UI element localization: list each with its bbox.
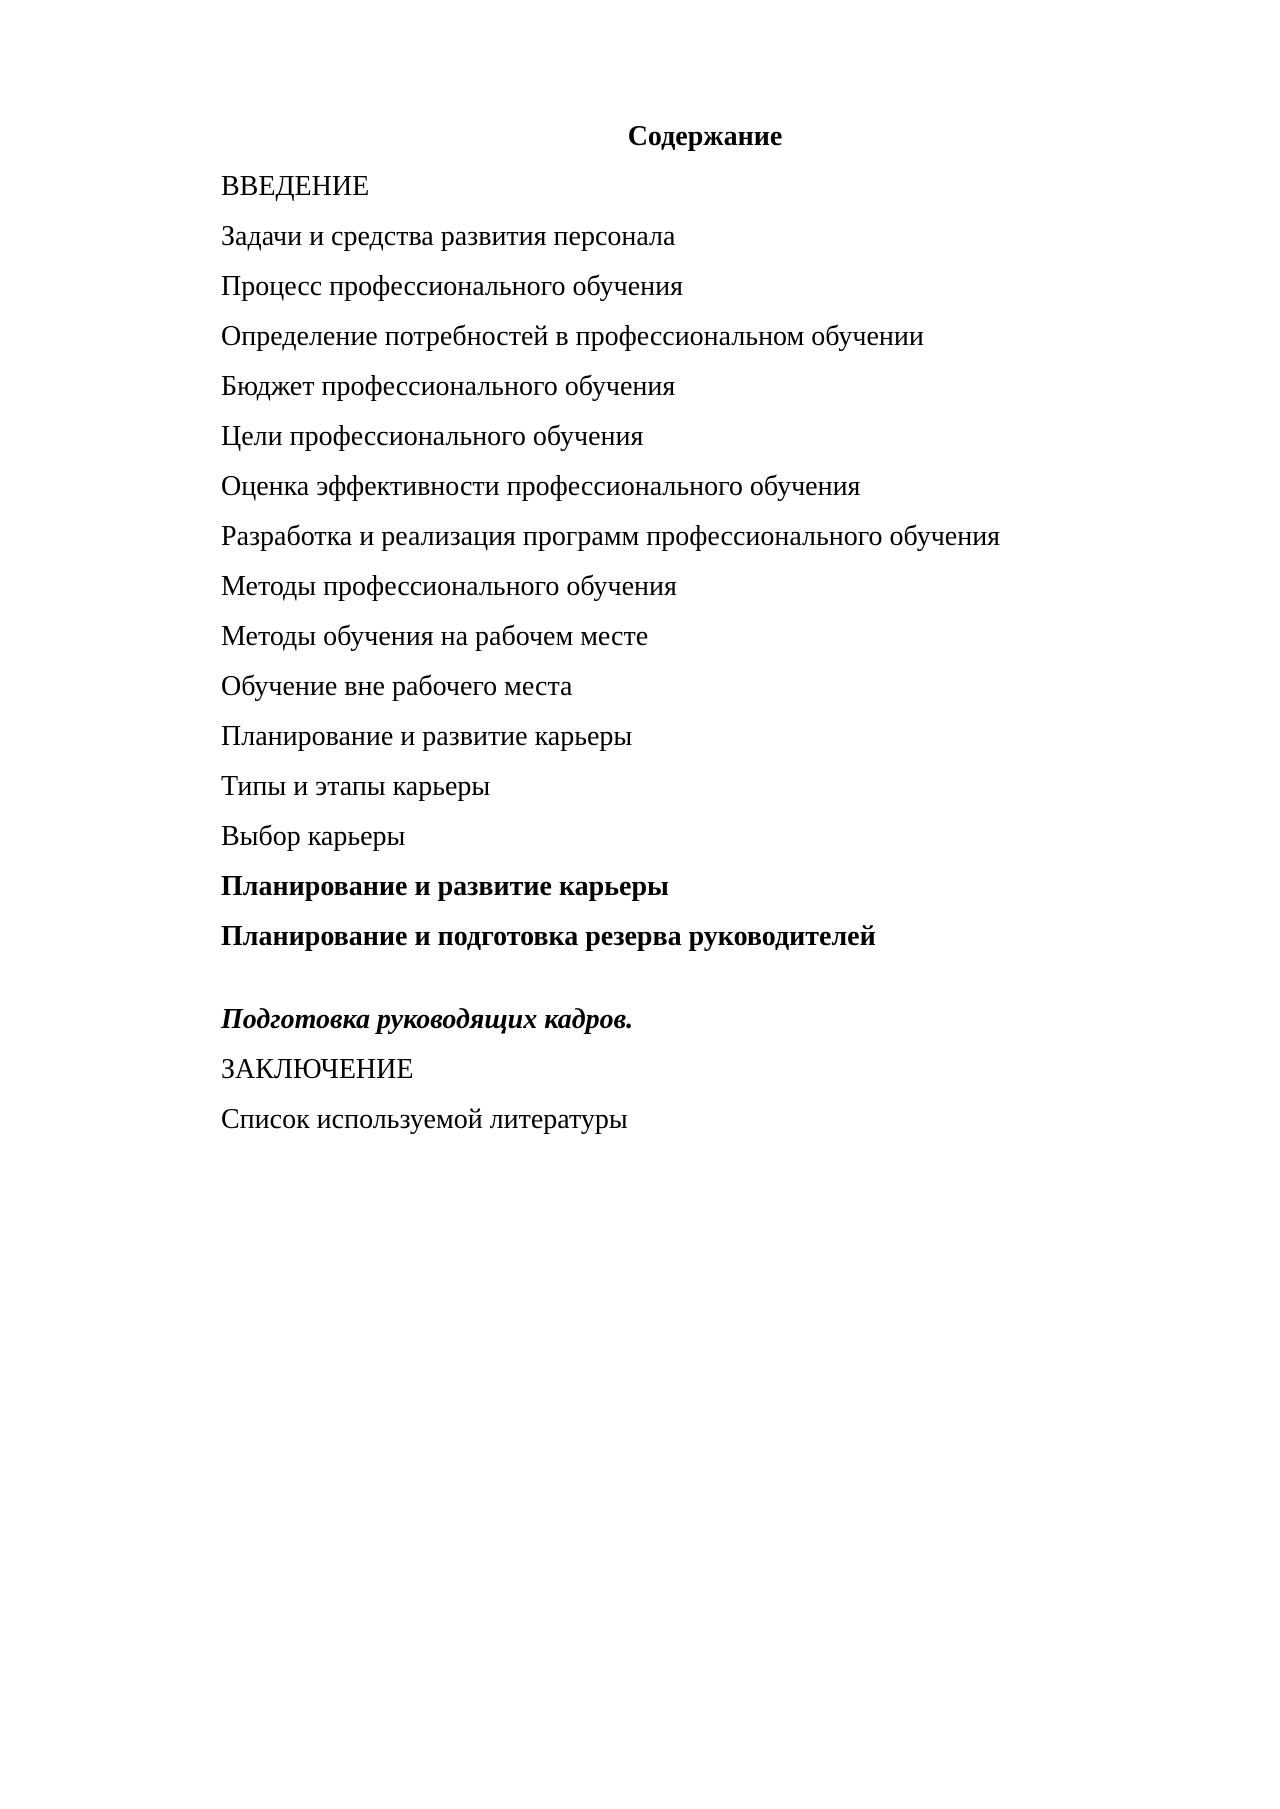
toc-entry-references: Список используемой литературы (221, 1104, 628, 1135)
toc-entry: Выбор карьеры (221, 821, 406, 852)
toc-entry: Планирование и развитие карьеры (221, 721, 633, 752)
toc-entry: Типы и этапы карьеры (221, 771, 491, 802)
toc-entry: Процесс профессионального обучения (221, 271, 683, 302)
toc-entry: Разработка и реализация программ профессионального обучения (221, 521, 1001, 552)
toc-entry: Бюджет профессионального обучения (221, 371, 676, 402)
toc-title: Содержание (627, 121, 783, 152)
toc-entry: Методы обучения на рабочем месте (221, 621, 649, 652)
toc-entry-introduction: ВВЕДЕНИЕ (221, 171, 370, 202)
toc-entry-bold-italic: Подготовка руководящих кадров. (221, 1004, 634, 1035)
toc-entry: Определение потребностей в профессиональном обучении (221, 321, 924, 352)
toc-list (221, 170, 1000, 1153)
toc-entry: Методы профессионального обучения (221, 571, 677, 602)
toc-entry-bold: Планирование и подготовка резерва руководителей (221, 921, 876, 952)
toc-entry-bold: Планирование и развитие карьеры (221, 871, 669, 902)
toc-entry: Задачи и средства развития персонала (221, 221, 676, 252)
toc-entry: Обучение вне рабочего места (221, 671, 573, 702)
toc-entry: Цели профессионального обучения (221, 421, 644, 452)
toc-entry-conclusion: ЗАКЛЮЧЕНИЕ (221, 1054, 414, 1085)
toc-entry: Оценка эффективности профессионального обучения (221, 471, 861, 502)
